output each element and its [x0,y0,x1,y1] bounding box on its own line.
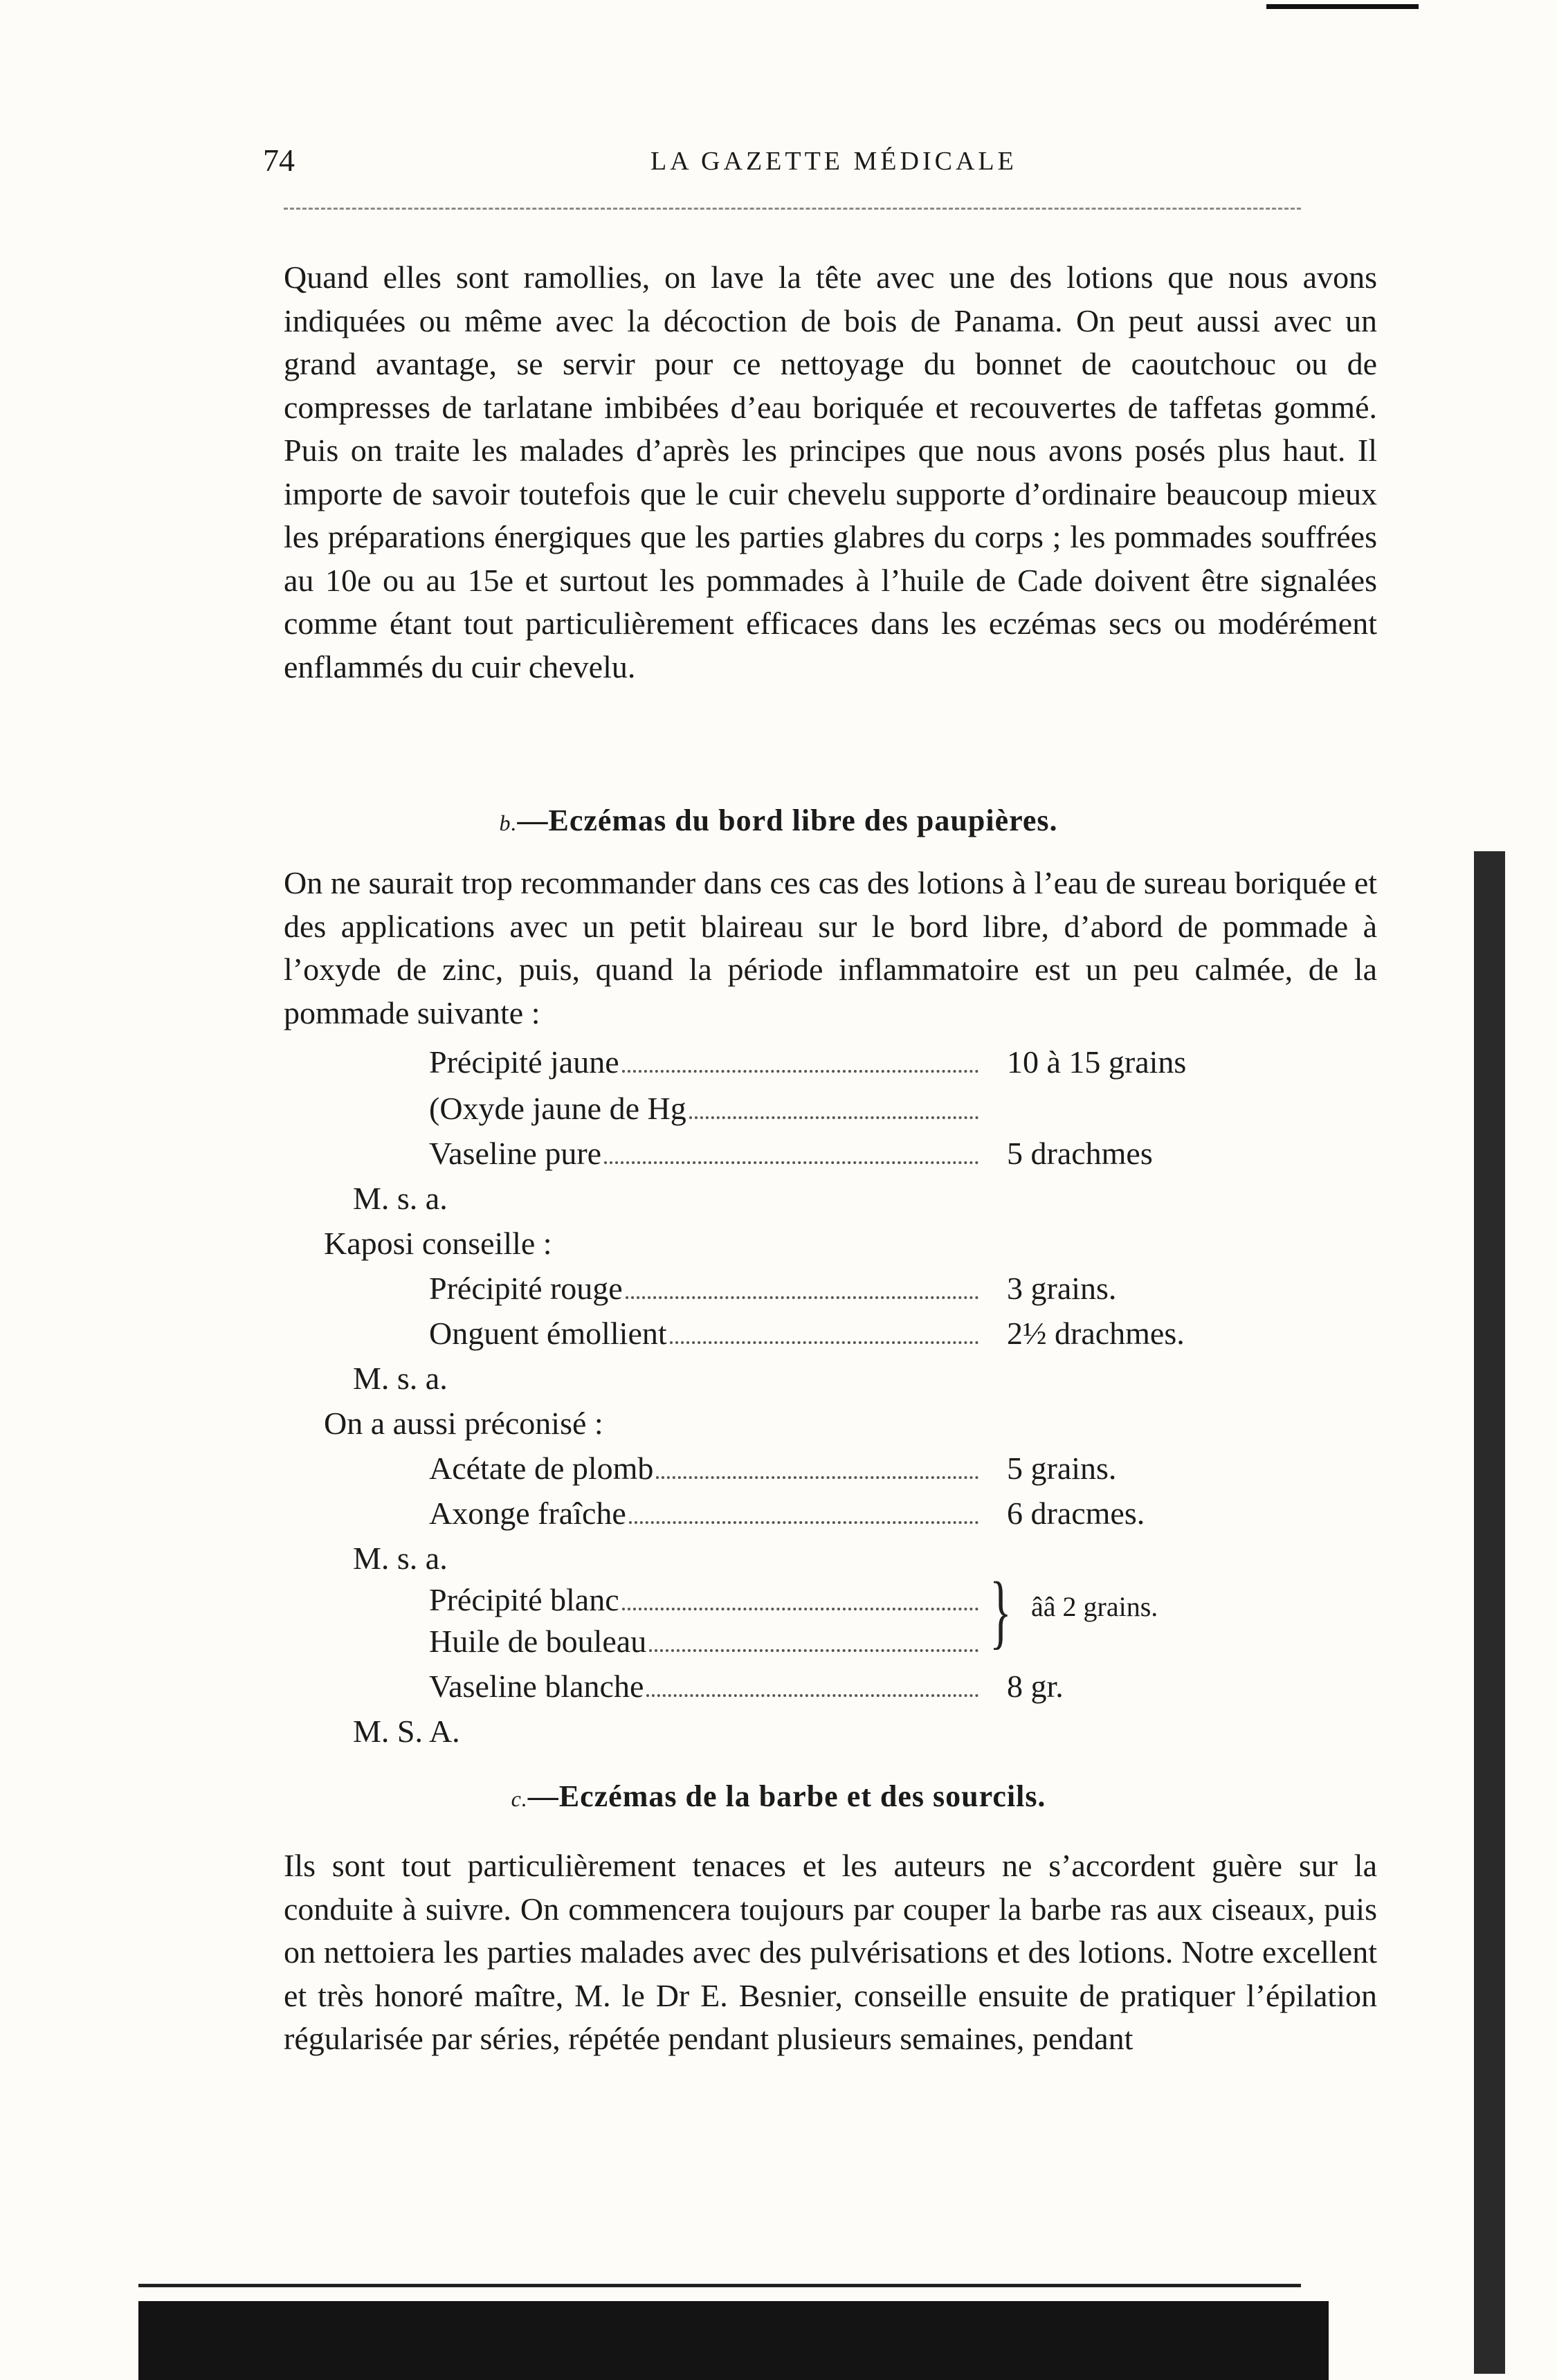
ingredient-dose: 6 dracmes. [1007,1496,1145,1531]
formula3-msa: M. s. a. [353,1541,448,1576]
heading-c-letter: c. [511,1786,528,1811]
formula2-row-1 [429,1270,983,1307]
ingredient-dose: 5 grains. [1007,1451,1117,1486]
formula3-row-2 [429,1495,983,1532]
top-edge-rule [1266,4,1419,9]
dot-leader [689,1116,978,1119]
ingredient-name: Vaseline blanche [429,1669,644,1704]
formula2-row-2 [429,1315,983,1352]
formula1-row-2 [429,1090,983,1127]
dot-leader [646,1694,978,1697]
ingredient-name: Précipité blanc [429,1582,619,1617]
dot-leader [656,1476,978,1479]
ingredient-name: Acétate de plomb [429,1451,654,1486]
header-rule [284,208,1301,210]
paragraph-eyelids: On ne saurait trop recommander dans ces cas des lotions à l’eau de sureau boriquée et des applications avec un petit blaireau sur le bord libre, d’abord de pommade à l’oxyde de zinc, puis, quand la période inflammatoire est un peu calmée, de la pommade suivante : [284,865,1378,1030]
ingredient-dose: 3 grains. [1007,1271,1117,1306]
ingredient-name: Axonge fraîche [429,1496,626,1531]
dot-leader [622,1070,978,1073]
ingredient-name: Précipité rouge [429,1271,623,1306]
ingredient-name: Huile de bouleau [429,1624,647,1659]
ingredient-dose: 5 drachmes [1007,1136,1153,1171]
heading-b-letter: b. [499,810,518,835]
curly-brace: } [990,1565,1012,1657]
heading-b-title: —Eczémas du bord libre des paupières. [517,803,1058,837]
formula3-row-1 [429,1450,983,1487]
scan-bottom-band [138,2301,1329,2380]
brace-dose: ââ 2 grains. [1031,1591,1158,1622]
formula1-msa: M. s. a. [353,1181,448,1216]
formula1-row-3 [429,1135,983,1172]
formula4-row-3 [429,1668,983,1705]
heading-c-title: —Eczémas de la barbe et des sourcils. [527,1779,1046,1813]
formula4-row-2 [429,1623,983,1660]
dot-leader [670,1341,978,1344]
bottom-rule [138,2284,1301,2287]
formula4-row-1 [429,1581,983,1618]
scan-edge-shadow [1474,851,1505,2374]
ingredient-name: (Oxyde jaune de Hg [429,1091,686,1126]
ingredient-dose: 10 à 15 grains [1007,1044,1187,1080]
ingredient-dose: 8 gr. [1007,1669,1064,1704]
ingredient-dose: 2½ drachmes. [1007,1316,1185,1351]
running-title: LA GAZETTE MÉDICALE [650,147,1017,176]
intro-preconise: On a aussi préconisé : [324,1406,603,1441]
dot-leader [649,1649,978,1652]
paragraph-scalp: Quand elles sont ramollies, on lave la tête avec une des lotions que nous avons indiquées ou même avec la décoction de bois de Panama. On peut aussi avec un grand avantage, se servir pour ce nettoyage du bonnet de caoutchouc ou de compresses de tarlatane imbibées d’eau boriquée et recouvertes de taffetas gommé. Puis on traite les malades d’après les principes que nous avons posés plus haut. Il importe de savoir toutefois que le cuir chevelu supporte d’ordinaire beaucoup mieux les préparations énergiques que les parties glabres du corps ; les pommades souffrées au 10e ou au 15e et surtout les pommades à l’huile de Cade doivent être signalées comme étant tout particulièrement efficaces dans les eczémas secs ou modérément enflammés du cuir chevelu. [284,260,1377,684]
heading-c [0,1779,1557,1814]
dot-leader [629,1521,978,1524]
page-number: 74 [263,143,295,178]
ingredient-name: Onguent émollient [429,1316,667,1351]
dot-leader [626,1296,978,1299]
formula1-row-1 [429,1044,983,1080]
ingredient-name: Précipité jaune [429,1044,619,1080]
ingredient-name: Vaseline pure [429,1136,602,1171]
page-header [263,142,1391,183]
formula2-msa: M. s. a. [353,1361,448,1396]
dot-leader [622,1608,978,1610]
dot-leader [604,1161,978,1164]
intro-kaposi: Kaposi conseille : [324,1226,552,1261]
heading-b [0,803,1557,838]
formula4-msa: M. S. A. [353,1714,460,1749]
paragraph-beard: Ils sont tout particulièrement tenaces et les auteurs ne s’accordent guère sur la conduite à suivre. On commencera toujours par couper la barbe ras aux ciseaux, puis on nettoiera les parties malades avec des pulvérisations et des lotions. Notre excellent et très honoré maître, M. le Dr E. Besnier, conseille ensuite de pratiquer l’épilation régularisée par séries, répétée pendant plusieurs semaines, pendant [284,1848,1377,2056]
